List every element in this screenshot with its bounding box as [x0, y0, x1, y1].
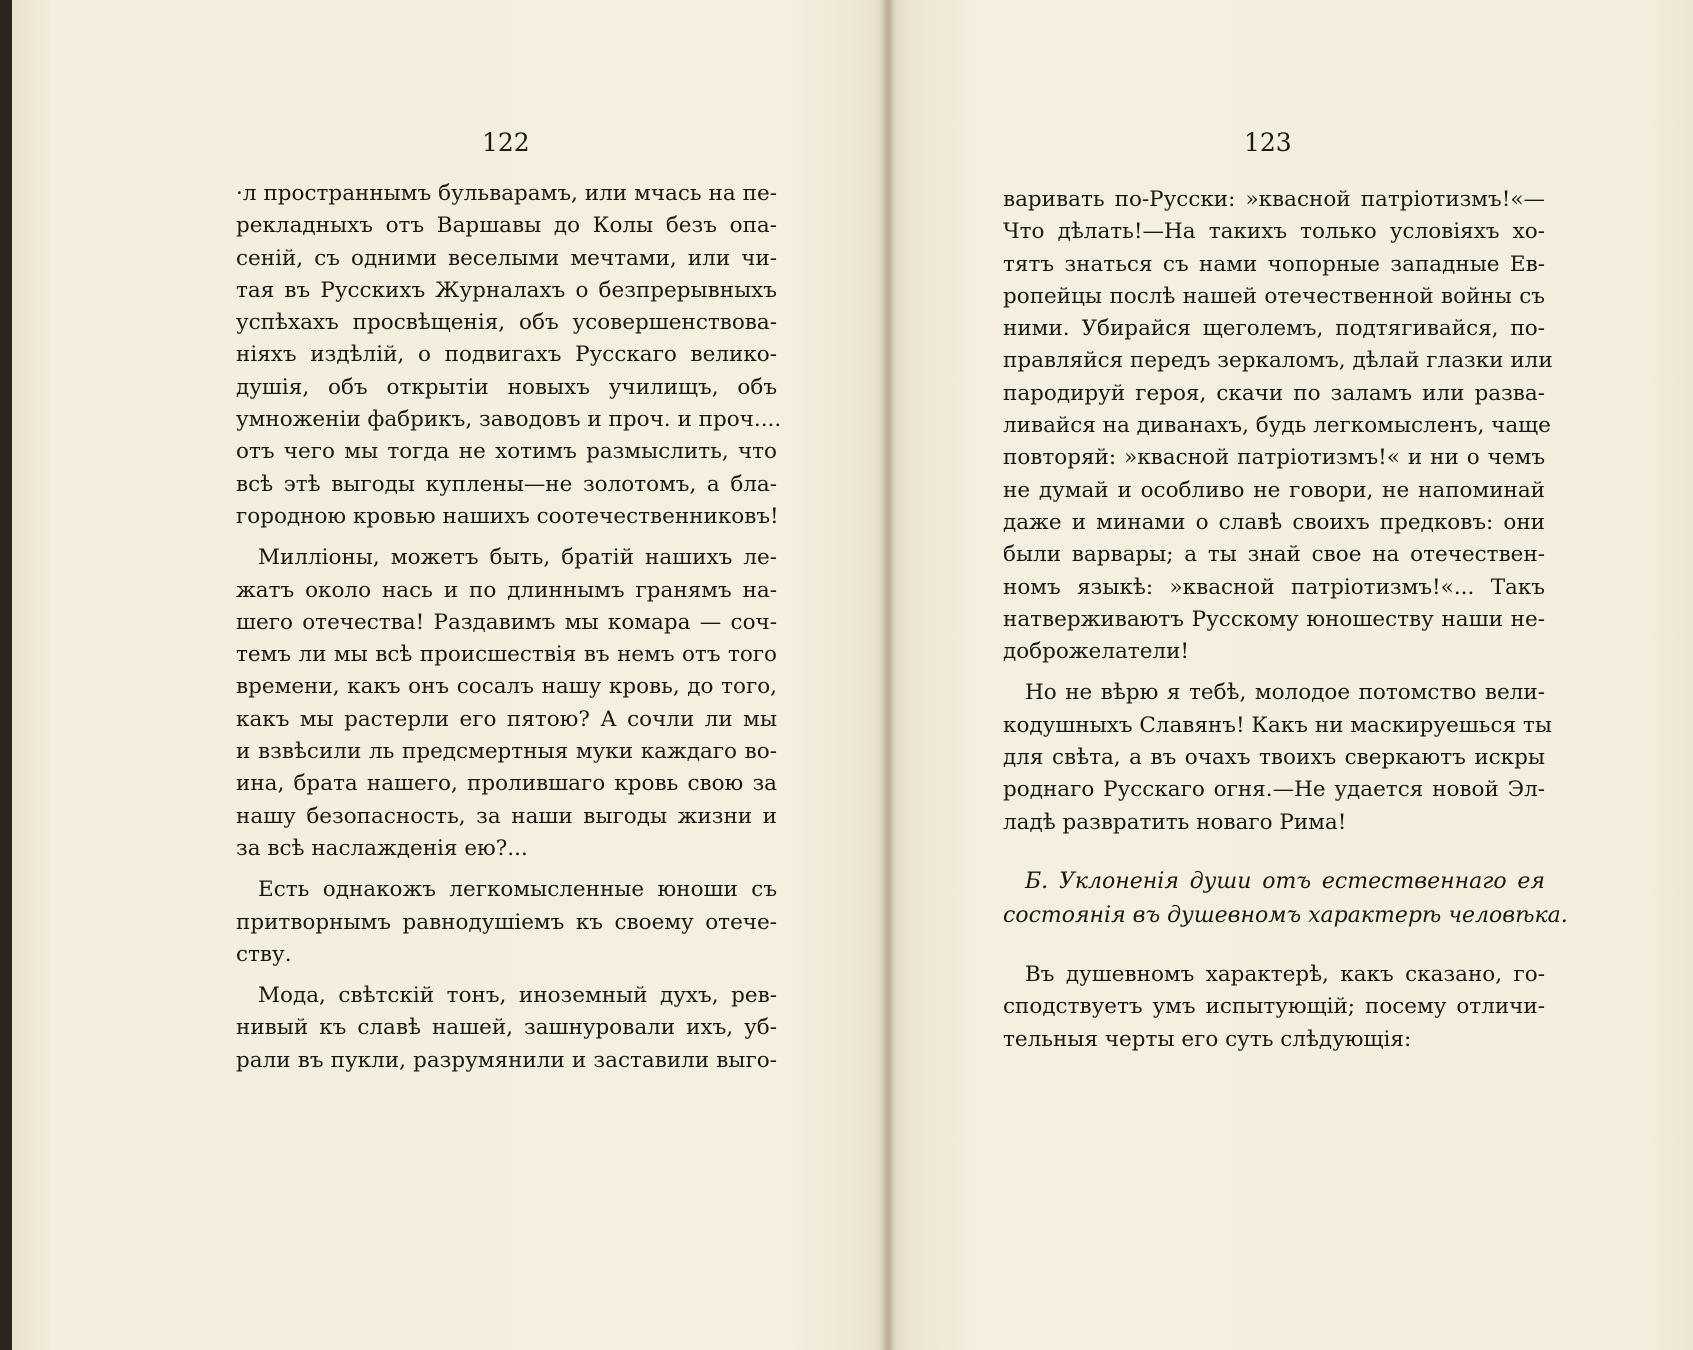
- text-line: жатъ около нась и по длиннымъ гранямъ на-: [236, 577, 777, 603]
- text-line: Что дѣлать!—На такихъ только условіяхъ хо-: [1003, 219, 1545, 245]
- text-line: нашу безопасность, за наши выгоды жизни и: [236, 803, 777, 829]
- text-line: роднаго Русскаго огня.—Не удается новой Эл-: [1003, 777, 1545, 803]
- text-line: Есть однакожъ легкомысленные юноши съ: [258, 877, 777, 903]
- text-line: Милліоны, можетъ быть, братій нашихъ ле-: [258, 545, 777, 571]
- left-page: [12, 0, 887, 1350]
- text-line: были варвары; а ты знай свое на отечествен-: [1003, 542, 1545, 568]
- text-line: времени, какъ онъ сосалъ нашу кровь, до того,: [236, 674, 777, 700]
- left-page-text: [236, 178, 782, 1077]
- text-line: ·л пространнымъ бульварамъ, или мчась на пе-: [236, 181, 777, 206]
- text-line: темъ ли мы всѣ происшествія въ немъ отъ того: [236, 642, 777, 668]
- text-line: тятъ знаться съ нами чопорные западные Ев-: [1003, 251, 1545, 277]
- text-line: тельныя черты его суть слѣдующія:: [1003, 1026, 1412, 1052]
- text-line: ству.: [236, 941, 292, 967]
- text-line: пародируй героя, скачи по заламъ или разва-: [1003, 380, 1545, 406]
- text-line: повторяй: »квасной патріотизмъ!« и ни о чемъ: [1003, 445, 1545, 471]
- text-line: рекладныхъ отъ Варшавы до Колы безъ опа-: [236, 213, 777, 239]
- text-line: городною кровью нашихъ соотечественниковъ!: [236, 503, 779, 529]
- text-line: душія, объ открытіи новыхъ училищъ, объ: [236, 374, 777, 400]
- text-line: сподствуетъ умъ испытующій; посему отличи-: [1003, 994, 1545, 1020]
- text-line: доброжелатели!: [1003, 639, 1190, 665]
- right-page-text: [1003, 184, 1568, 1056]
- text-line: ропейцы послѣ нашей отечественной войны съ: [1003, 283, 1545, 309]
- text-line: и взвѣсили ль предсмертныя муки каждаго во-: [236, 739, 777, 765]
- text-line: умноженіи фабрикъ, заводовъ и проч. и проч....: [236, 407, 782, 433]
- right-page-number: 123: [1244, 128, 1292, 157]
- text-line: Мода, свѣтскій тонъ, иноземный духъ, рев-: [258, 983, 777, 1009]
- text-line: даже и минами о славѣ своихъ предковъ: они: [1003, 509, 1545, 535]
- text-line: успѣхахъ просвѣщенія, объ усовершенствова-: [236, 310, 777, 336]
- text-line: Въ душевномъ характерѣ, какъ сказано, го-: [1025, 961, 1545, 987]
- text-line: правляйся передъ зеркаломъ, дѣлай глазки или: [1003, 348, 1553, 374]
- text-line: натверживаютъ Русскому юношеству наши не-: [1003, 606, 1545, 632]
- text-line: шего отечества! Раздавимъ мы комара — соч-: [236, 609, 777, 635]
- text-line: отъ чего мы тогда не хотимъ размыслить, что: [236, 439, 777, 465]
- text-line: за всѣ наслажденія ею?...: [236, 835, 528, 861]
- text-line: кодушныхъ Славянъ! Какъ ни маскируешься ты: [1003, 712, 1552, 738]
- text-line: притворнымъ равнодушіемъ къ своему отече-: [236, 909, 777, 935]
- text-line: Но не вѣрю я тебѣ, молодое потомство вели-: [1025, 680, 1545, 706]
- text-line: тая въ Русскихъ Журналахъ о безпрерывныхъ: [236, 277, 777, 303]
- right-page: [887, 0, 1693, 1350]
- left-page-number: 122: [482, 128, 530, 157]
- section-heading: Б. Уклоненія души отъ естественнаго ея: [1025, 868, 1545, 894]
- text-line: ними. Убирайся щеголемъ, подтягивайся, по-: [1003, 316, 1545, 342]
- text-line: варивать по-Русски: »квасной патріотизмъ!«—: [1003, 187, 1545, 212]
- text-line: не думай и особливо не говори, не напоминай: [1003, 477, 1545, 503]
- text-line: ина, брата нашего, пролившаго кровь свою за: [236, 771, 777, 797]
- text-line: нивый къ славѣ нашей, зашнуровали ихъ, уб-: [236, 1015, 777, 1041]
- text-line: номъ языкѣ: »квасной патріотизмъ!«... Такъ: [1003, 574, 1545, 600]
- text-line: ніяхъ издѣлій, о подвигахъ Русскаго велико-: [236, 342, 777, 368]
- text-line: сеній, съ одними веселыми мечтами, или чи-: [236, 245, 777, 271]
- section-heading: состоянія въ душевномъ характерѣ человѣка.: [1003, 902, 1568, 928]
- text-line: какъ мы растерли его пятою? А сочли ли мы: [236, 706, 777, 732]
- text-line: для свѣта, а въ очахъ твоихъ сверкаютъ искры: [1003, 745, 1545, 771]
- text-line: ливайся на диванахъ, будь легкомысленъ, чаще: [1003, 413, 1551, 439]
- book-gutter: [880, 0, 896, 1350]
- text-line: ладѣ развратить новаго Рима!: [1003, 809, 1347, 835]
- text-line: всѣ этѣ выгоды куплены—не золотомъ, а бла-: [236, 471, 777, 497]
- text-line: рали въ пукли, разрумянили и заставили выго-: [236, 1047, 777, 1073]
